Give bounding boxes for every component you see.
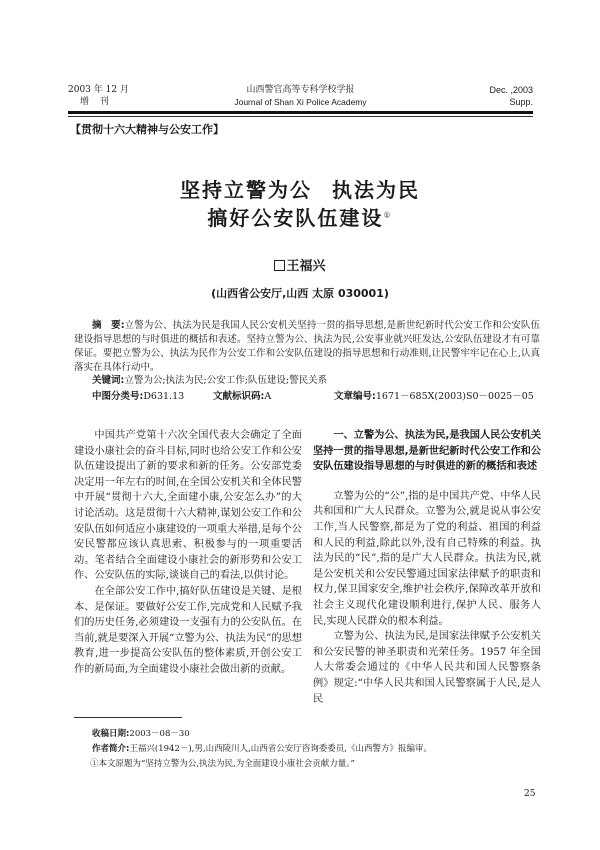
footnotes xyxy=(92,727,532,772)
header-issue-cn: 增 刊 xyxy=(80,97,113,107)
page-number: 25 xyxy=(524,789,536,799)
doc-code-label: 文献标识码: xyxy=(213,391,265,402)
running-header xyxy=(68,84,533,110)
journal-name-cn: 山西警官高等专科学校学报 xyxy=(246,85,355,95)
header-date-cn: 2003 年 12 月 xyxy=(68,85,129,95)
author-box-icon xyxy=(274,260,285,271)
header-rule-thick xyxy=(68,111,533,114)
clc-label: 中图分类号: xyxy=(92,391,144,402)
footnote-rule xyxy=(74,717,182,718)
abstract-text: 立警为公、执法为民是我国人民公安机关坚持一贯的指导思想,是新世纪新时代公安工作和公安队伍建设指导思想的与时俱进的概括和表述。坚持立警为公、执法为民,公安事业就兴旺发达,公安队伍建设才有可靠保证。要把立警为公、执法为民作为公安工作和公安队伍建设的指导思想和行动准则,让民警牢牢记在心上,认真落实在具体行动中。 xyxy=(74,320,540,373)
title-part-a: 坚持立警为公 xyxy=(180,178,312,202)
author-line xyxy=(0,255,600,274)
body-paragraph: 中国共产党第十六次全国代表大会确定了全面建设小康社会的奋斗目标,同时也给公安工作和公安队伍建设提出了新的要求和新的任务。公安部党委决定用一年左右的时间,在全国公安机关和全体民警中开展“贯彻十六大,全面建小康,公安怎么办”的大讨论活动。这是贯彻十六大精神,谋划公安工作和公安队伍如何适应小康建设的一项重大举措,是每个公安民警都应该认真思索、积极参与的一项重要活动。笔者结合全面建设小康社会的新形势和公安工作、公安队伍的实际,谈谈自己的看法,以供讨论。 xyxy=(74,430,302,582)
received-value: 2003－08－30 xyxy=(129,729,190,739)
header-journal xyxy=(68,84,533,108)
keywords xyxy=(92,374,327,388)
body-column-left xyxy=(74,428,302,678)
column-tag: 【贯彻十六大精神与公安工作】 xyxy=(70,123,224,136)
author-affiliation: (山西省公安厅,山西 太原 030001) xyxy=(211,287,389,300)
author-bio-label: 作者简介: xyxy=(92,744,130,754)
title-line2-text: 搞好公安队伍建设 xyxy=(207,206,384,230)
abstract xyxy=(74,319,540,375)
clc-code xyxy=(92,390,184,404)
author-bio-value: 王福兴(1942－),男,山西陵川人,山西省公安厅咨询委委员,《山西警方》报编审。 xyxy=(129,744,432,754)
header-date-en: Dec. ,2003 xyxy=(489,85,533,95)
header-rule-thin xyxy=(68,116,533,117)
article-title-line2 xyxy=(0,202,600,231)
article-number-value: 1671－685X(2003)S0－0025－05 xyxy=(375,391,534,402)
article-number xyxy=(334,390,534,404)
journal-name-en: Journal of Shan Xi Police Academy xyxy=(234,97,367,107)
keywords-label: 关键词: xyxy=(92,375,125,386)
article-title-line1 xyxy=(0,174,600,203)
title-part-b: 执法为民 xyxy=(332,178,420,202)
received-label: 收稿日期: xyxy=(92,729,130,739)
author-name: 王福兴 xyxy=(286,259,326,274)
footnote-1: ①本文原题为“坚持立警为公,执法为民,为全面建设小康社会贡献力量。” xyxy=(90,759,355,769)
author-bio xyxy=(92,742,532,757)
section-heading: 一、立警为公、执法为民,是我国人民公安机关坚持一贯的指导思想,是新世纪新时代公安工作和公安队伍建设指导思想的与时俱进的新的概括和表述 xyxy=(313,430,542,473)
header-right xyxy=(489,84,533,108)
body-paragraph: 立警为公、执法为民,是国家法律赋予公安机关和公安民警的神圣职责和光荣任务。1957 年全国人大常委会通过的《中华人民共和国人民警察条例》规定:“中华人民共和国人民警察属于人民,是人民 xyxy=(313,631,541,705)
received-date xyxy=(92,727,532,742)
body-column-right xyxy=(313,428,541,707)
body-paragraph: 立警为公的“公”,指的是中国共产党、中华人民共和国和广大人民群众。立警为公,就是说从事公安工作,当人民警察,都是为了党的利益、祖国的利益和人民的利益,除此以外,没有自己特殊的利益。执法为民的“民”,指的是广大人民群众。执法为民,就是公安机关和公安民警通过国家法律赋予的职责和权力,保卫国家安全,维护社会秩序,保障改革开放和社会主义现代化建设顺利进行,保护人民、服务人民,实现人民群众的根本利益。 xyxy=(313,490,541,627)
doc-code-value: A xyxy=(264,391,272,402)
clc-value: D631.13 xyxy=(143,391,185,402)
title-footnote-mark: ① xyxy=(383,210,393,220)
keywords-text: 立警为公;执法为民;公安工作;队伍建设;警民关系 xyxy=(124,375,328,386)
header-issue-en: Supp. xyxy=(509,97,533,107)
article-number-label: 文章编号: xyxy=(334,391,376,402)
body-paragraph: 在全部公安工作中,搞好队伍建设是关键、是根本、是保证。要做好公安工作,完成党和人民赋予我们的历史任务,必须建设一支强有力的公安队伍。在当前,就是要深入开展“立警为公、执法为民”的思想教育,进一步提高公安队伍的整体素质,开创公安工作的新局面,为全面建设小康社会做出新的贡献。 xyxy=(74,585,302,675)
abstract-label: 摘 要: xyxy=(92,320,125,331)
doc-code xyxy=(213,390,271,404)
